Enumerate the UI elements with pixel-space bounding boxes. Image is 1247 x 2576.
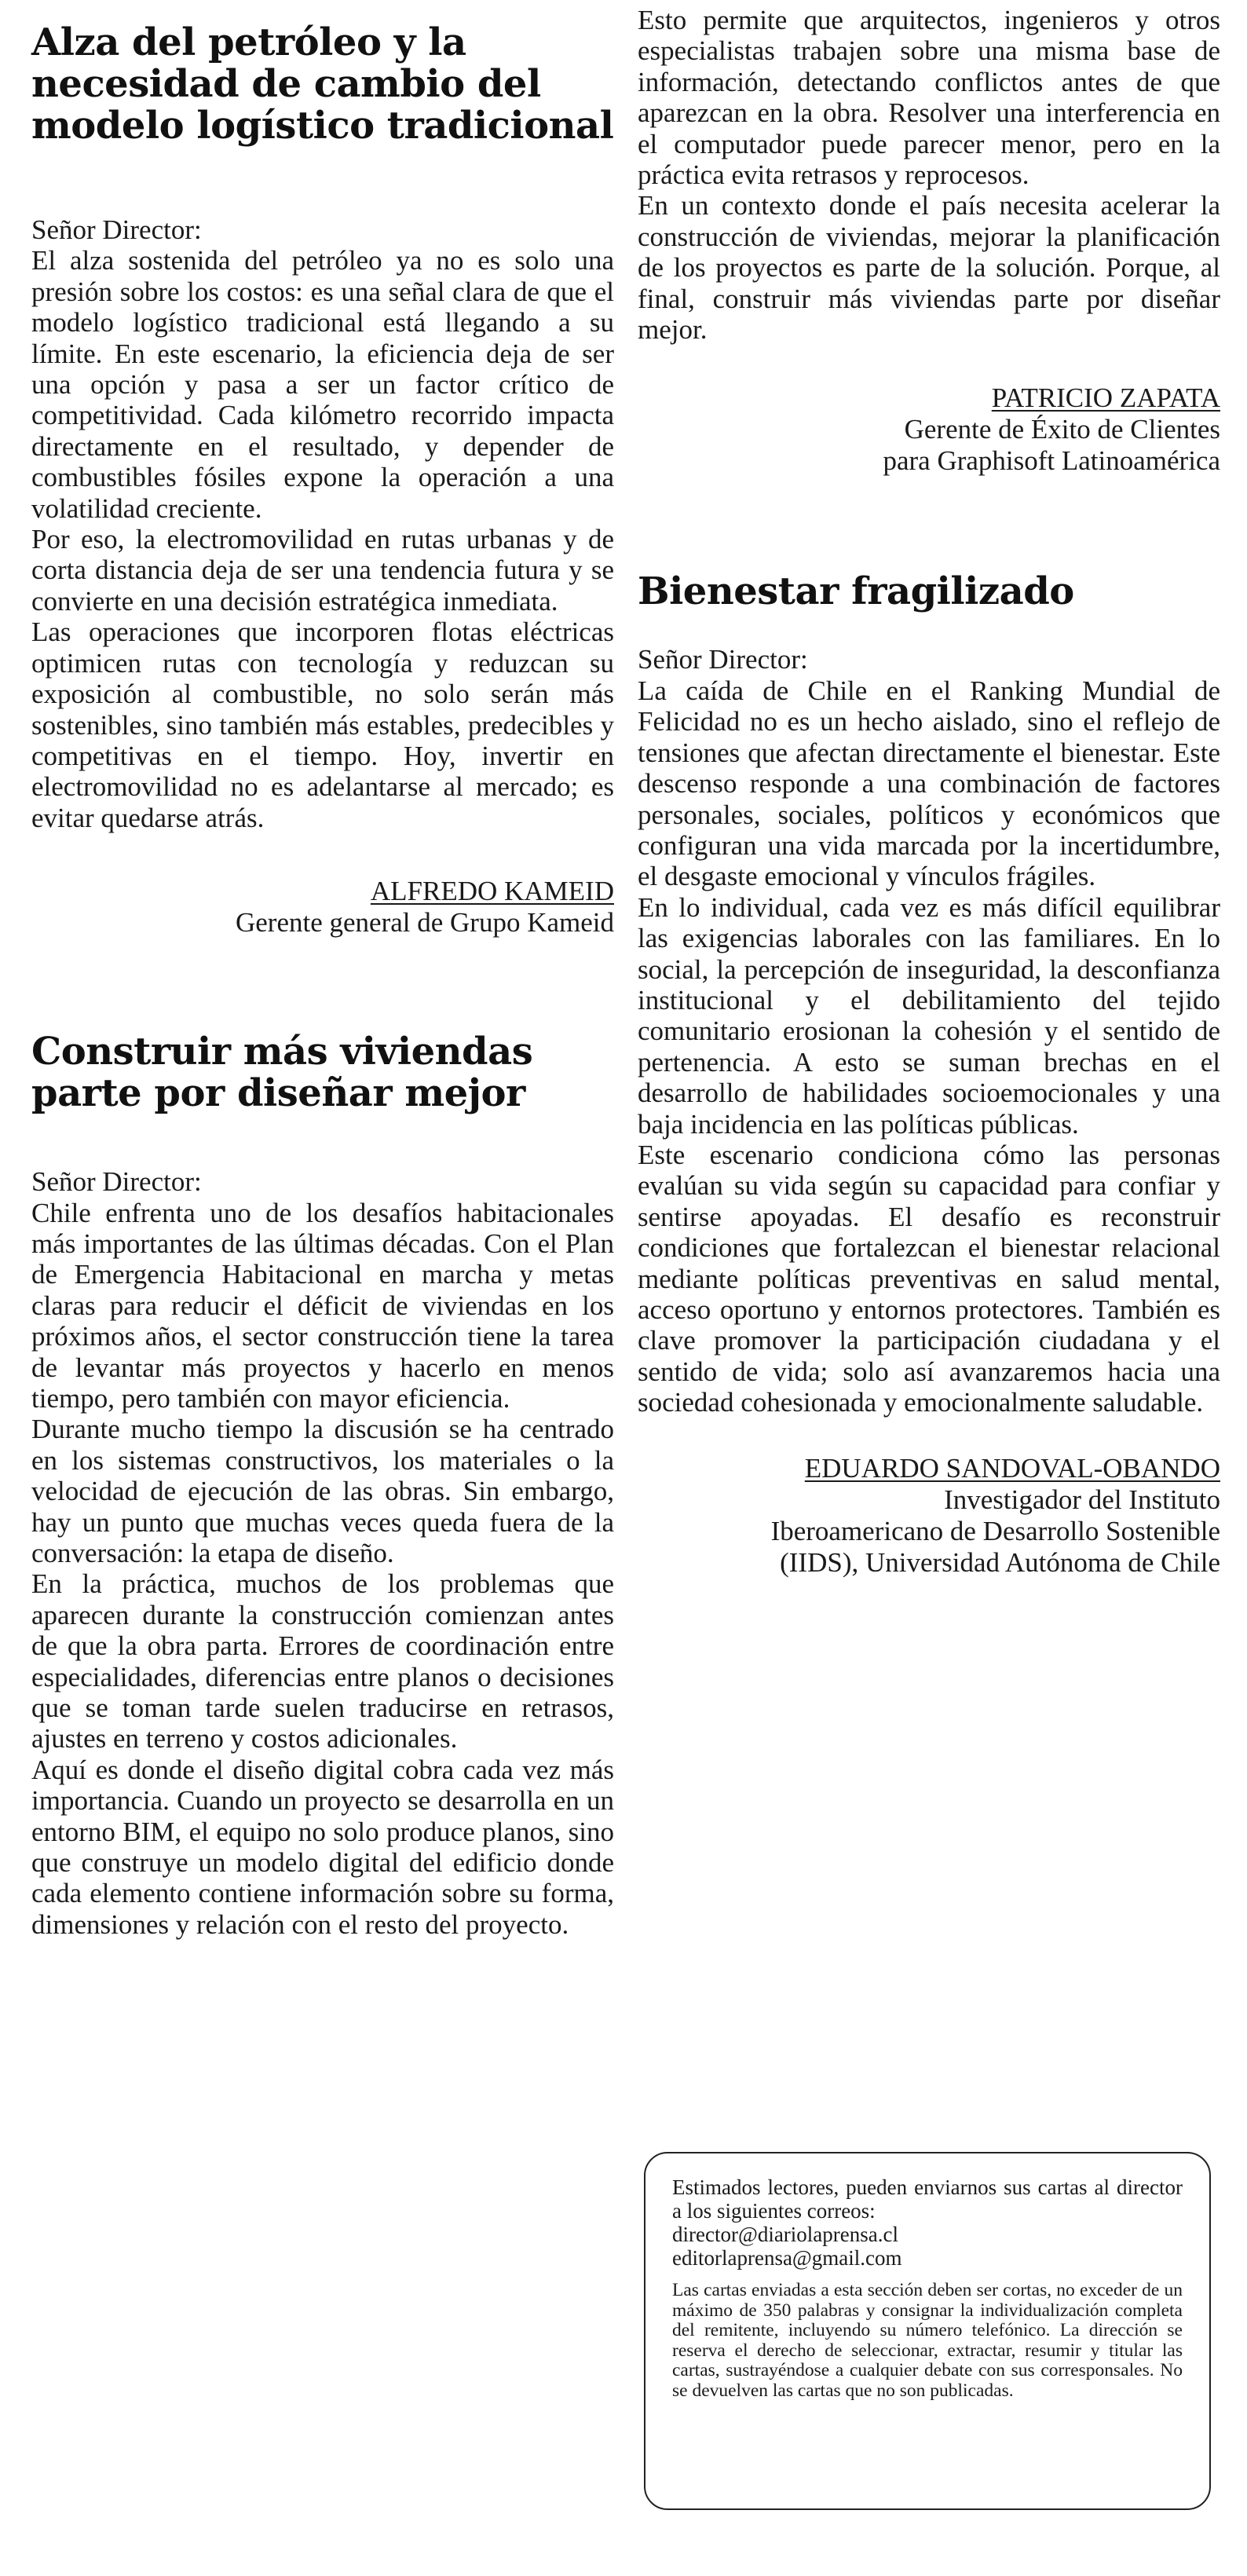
letter-petroleo: [31, 22, 614, 939]
letter-paragraph: La caída de Chile en el Ranking Mundial de Felicidad no es un hecho aislado, sino el reflejo de tensiones que afectan directamente el bienestar. Este descenso responde a una combinación de factores personales, sociales, políticos y económicos que configuran una vida marcada por la incertidumbre, el desgaste emocional y vínculos frágiles.: [638, 675, 1220, 892]
author-name: EDUARDO SANDOVAL-OBANDO: [804, 1452, 1220, 1484]
notice-rules: Las cartas enviadas a esta sección deben ser cortas, no exceder de un máximo de 350 palabras y consignar la individualización completa del remitente, incluyendo su número telefónico. La dirección se reserva el derecho de seleccionar, extractar, resumir y titular las cartas, sustrayéndose a cualquier debate con sus corresponsales. No se devuelven las cartas que no son publicadas.: [672, 2280, 1183, 2401]
letter-headline: Alza del petróleo y la necesidad de cambio del modelo logístico tradicional: [31, 20, 614, 148]
letter-paragraph: En lo individual, cada vez es más difícil equilibrar las exigencias laborales con las familiares. En lo social, la percepción de inseguridad, la desconfianza institucional y el debilitamiento del tejido comunitario erosionan la cohesión y el sentido de pertenencia. A esto se suman brechas en el desarrollo de habilidades socioemocionales y una baja incidencia en las políticas públicas.: [638, 891, 1220, 1140]
letter-viviendas: [31, 1031, 614, 1940]
notice-email-director[interactable]: director@diariolaprensa.cl: [672, 2223, 898, 2246]
letter-paragraph: Por eso, la electromovilidad en rutas urbanas y de corta distancia deja de ser una tendencia futura y se convierte en una decisión estratégica inmediata.: [31, 524, 614, 617]
letter-paragraph: En la práctica, muchos de los problemas que aparecen durante la construcción comienzan antes de que la obra parta. Errores de coordinación entre especialidades, diferencias entre planos o decisiones que se toman tarde suelen traducirse en retrasos, ajustes en terreno y costos adicionales.: [31, 1568, 614, 1755]
letter-paragraph: Durante mucho tiempo la discusión se ha centrado en los sistemas constructivos, los materiales o la velocidad de ejecución de las obras. Sin embargo, hay un punto que muchas veces queda fuera de la conversación: la etapa de diseño.: [31, 1414, 614, 1568]
author-title: Iberoamericano de Desarrollo Sostenible: [770, 1515, 1220, 1546]
letter-headline: Bienestar fragilizado: [638, 569, 1074, 614]
letter-paragraph: El alza sostenida del petróleo ya no es solo una presión sobre los costos: es una señal clara de que el modelo logístico tradicional está llegando a su límite. En este escenario, la eficiencia deja de ser una opción y pasa a ser un factor crítico de competitividad. Cada kilómetro recorrido impacta directamente en el resultado, y depender de combustibles fósiles expone la operación a una volatilidad creciente.: [31, 245, 614, 524]
author-title: para Graphisoft Latinoamérica: [883, 445, 1220, 477]
letter-salutation: Señor Director:: [31, 214, 202, 245]
author-name: PATRICIO ZAPATA: [991, 382, 1220, 414]
letter-paragraph: Este escenario condiciona cómo las personas evalúan su vida según su capacidad para confiar y sentirse apoyadas. El desafío es reconstruir condiciones que fortalezcan el bienestar relacional mediante políticas preventivas en salud mental, acceso oportuno y entornos protectores. También es clave promover la participación ciudadana y el sentido de vida; solo así avanzaremos hacia una sociedad cohesionada y emocionalmente saludable.: [638, 1139, 1220, 1418]
letter-paragraph: Esto permite que arquitectos, ingenieros y otros especialistas trabajen sobre una misma base de información, detectando conflictos antes de que aparezcan en la obra. Resolver una interferencia en el computador puede parecer menor, pero en la práctica evita retrasos y reprocesos.: [638, 5, 1220, 191]
letter-bienestar: [638, 571, 1220, 1578]
author-title: Gerente de Éxito de Clientes: [904, 414, 1220, 445]
letter-paragraph: Las operaciones que incorporen flotas eléctricas optimicen rutas con tecnología y reduzcan su exposición al combustible, no solo serán más sostenibles, sino también más estables, predecibles y competitivas en el tiempo. Hoy, invertir en electromovilidad no es adelantarse al mercado; es evitar quedarse atrás.: [31, 617, 614, 833]
letter-viviendas-continued: [638, 0, 1220, 477]
letter-paragraph: En un contexto donde el país necesita acelerar la construcción de viviendas, mejorar la planificación de los proyectos es parte de la solución. Porque, al final, construir más viviendas parte por diseñar mejor.: [638, 190, 1220, 346]
notice-intro: Estimados lectores, pueden enviarnos sus cartas al director a los siguientes correos:: [672, 2175, 1183, 2223]
notice-email-editor[interactable]: editorlaprensa@gmail.com: [672, 2246, 902, 2270]
letter-paragraph: Aquí es donde el diseño digital cobra cada vez más importancia. Cuando un proyecto se desarrolla en un entorno BIM, el equipo no solo produce planos, sino que construye un modelo digital del edificio donde cada elemento contiene información sobre su forma, dimensiones y relación con el resto del proyecto.: [31, 1754, 614, 1940]
letter-salutation: Señor Director:: [31, 1166, 202, 1198]
left-column: [31, 0, 614, 1940]
letter-headline: Construir más viviendas parte por diseñar mejor: [31, 1030, 533, 1116]
letter-signature: [638, 1453, 1220, 1579]
author-name: ALFREDO KAMEID: [370, 876, 614, 907]
author-title: (IIDS), Universidad Autónoma de Chile: [780, 1546, 1220, 1578]
letter-salutation: Señor Director:: [638, 644, 808, 675]
letter-signature: [31, 876, 614, 939]
author-title: Investigador del Instituto: [944, 1484, 1220, 1515]
letter-signature: [638, 382, 1220, 477]
author-title: Gerente general de Grupo Kameid: [235, 907, 614, 939]
letter-paragraph: Chile enfrenta uno de los desafíos habitacionales más importantes de las últimas décadas. Con el Plan de Emergencia Habitacional en marcha y metas claras para reducir el déficit de viviendas en los próximos años, el sector construcción tiene la tarea de levantar más proyectos y hacerlo en menos tiempo, pero también con mayor eficiencia.: [31, 1197, 614, 1414]
submission-notice-box: [644, 2152, 1211, 2510]
right-column: [638, 0, 1220, 1579]
